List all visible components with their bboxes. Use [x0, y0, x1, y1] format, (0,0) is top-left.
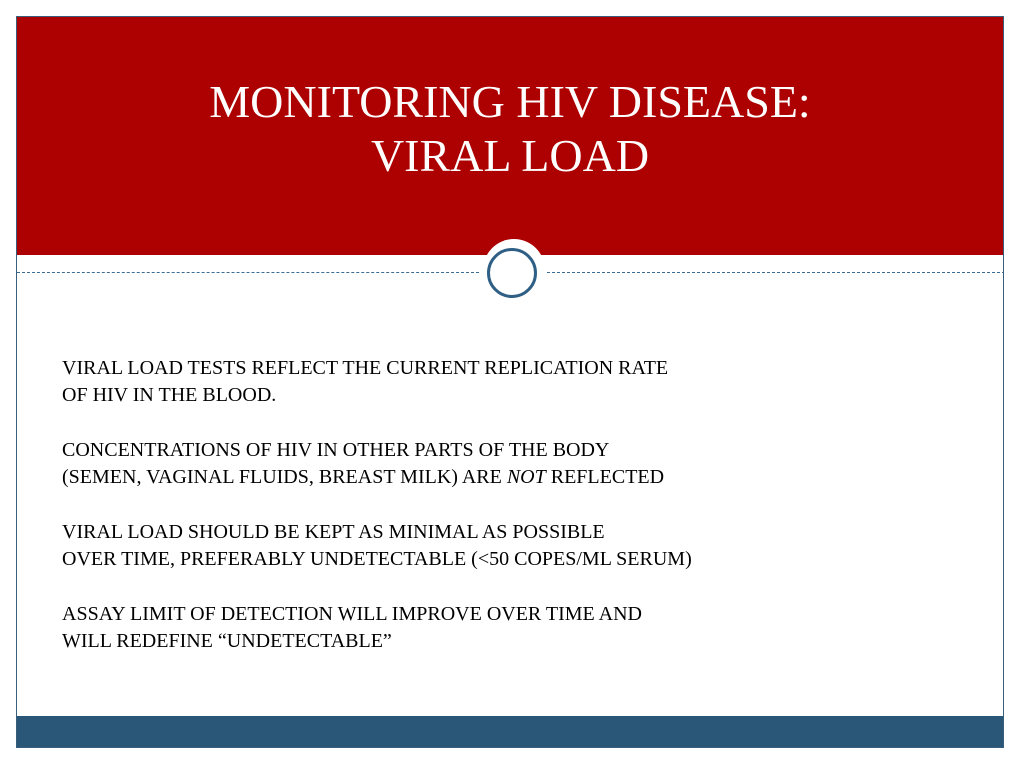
paragraph-line: CONCENTRATIONS OF HIV IN OTHER PARTS OF THE BODY — [62, 439, 610, 461]
text-segment: REFLECTED — [545, 466, 665, 488]
paragraph-line-with-emphasis — [62, 464, 962, 491]
slide-title-line-1: MONITORING HIV DISEASE: — [209, 76, 811, 127]
paragraph-line: VIRAL LOAD TESTS REFLECT THE CURRENT REPLICATION RATE — [62, 357, 669, 379]
divider-line-left — [17, 272, 479, 273]
bullet-paragraph — [62, 519, 962, 573]
bullet-paragraph — [62, 355, 962, 409]
divider-ring-icon — [487, 248, 537, 298]
footer-band — [17, 716, 1003, 748]
slide — [16, 16, 1004, 748]
paragraph-line: OVER TIME, PREFERABLY UNDETECTABLE (<50 COPES/ML SERUM) — [62, 548, 692, 570]
paragraph-line: WILL REDEFINE “UNDETECTABLE” — [62, 630, 392, 652]
slide-title-line-2: VIRAL LOAD — [370, 130, 650, 181]
emphasis-text: NOT — [506, 466, 546, 488]
title-band — [17, 17, 1003, 255]
paragraph-line: VIRAL LOAD SHOULD BE KEPT AS MINIMAL AS POSSIBLE — [62, 521, 605, 543]
bullet-paragraph — [62, 601, 962, 655]
text-segment: (SEMEN, VAGINAL FLUIDS, BREAST MILK) ARE — [62, 466, 507, 488]
bullet-paragraph — [62, 437, 962, 491]
slide-title — [17, 75, 1003, 183]
divider-line-right — [547, 272, 1004, 273]
slide-body — [62, 355, 962, 683]
paragraph-line: ASSAY LIMIT OF DETECTION WILL IMPROVE OVER TIME AND — [62, 603, 642, 625]
paragraph-line: OF HIV IN THE BLOOD. — [62, 384, 277, 406]
